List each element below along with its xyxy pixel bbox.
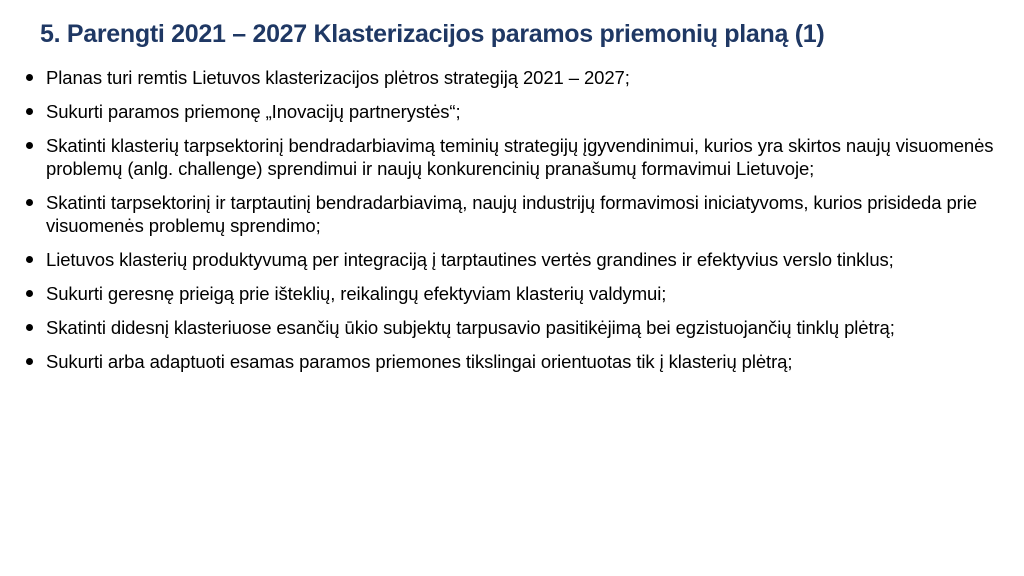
bullet-icon [26, 108, 33, 115]
bullet-text: Sukurti paramos priemonę „Inovacijų partnerystės“; [46, 101, 461, 122]
bullet-icon [26, 358, 33, 365]
bullet-text: Skatinti didesnį klasteriuose esančių ūkio subjektų tarpusavio pasitikėjimą bei egzistuojančių tinklų plėtrą; [46, 317, 895, 338]
bullet-item [22, 248, 1007, 271]
bullet-item [22, 134, 1007, 180]
bullet-icon [26, 199, 33, 206]
bullet-item [22, 282, 1007, 305]
bullet-text: Skatinti klasterių tarpsektorinį bendradarbiavimą teminių strategijų įgyvendinimui, kurios yra skirtos naujų visuomenės problemų (anlg. challenge) sprendimui ir naujų konkurencinių pranašumų formavimui Lietuvoje; [46, 135, 994, 179]
bullet-item [22, 316, 1007, 339]
bullet-text: Sukurti geresnę prieigą prie išteklių, reikalingų efektyviam klasterių valdymui; [46, 283, 667, 304]
slide-title: 5. Parengti 2021 – 2027 Klasterizacijos paramos priemonių planą (1) [40, 20, 825, 48]
bullet-item [22, 100, 1007, 123]
bullet-item [22, 350, 1007, 373]
bullet-icon [26, 290, 33, 297]
bullet-item [22, 191, 1007, 237]
bullet-text: Lietuvos klasterių produktyvumą per integraciją į tarptautines vertės grandines ir efektyvius verslo tinklus; [46, 249, 894, 270]
bullet-text: Planas turi remtis Lietuvos klasterizacijos plėtros strategiją 2021 – 2027; [46, 67, 630, 88]
bullet-text: Skatinti tarpsektorinį ir tarptautinį bendradarbiavimą, naujų industrijų formavimosi iniciatyvoms, kurios prisideda prie visuomenės problemų sprendimo; [46, 192, 977, 236]
bullet-text: Sukurti arba adaptuoti esamas paramos priemones tikslingai orientuotas tik į klasterių plėtrą; [46, 351, 793, 372]
bullet-icon [26, 256, 33, 263]
bullet-icon [26, 324, 33, 331]
bullet-icon [26, 142, 33, 149]
bullet-list [22, 66, 1007, 384]
bullet-icon [26, 74, 33, 81]
bullet-item [22, 66, 1007, 89]
